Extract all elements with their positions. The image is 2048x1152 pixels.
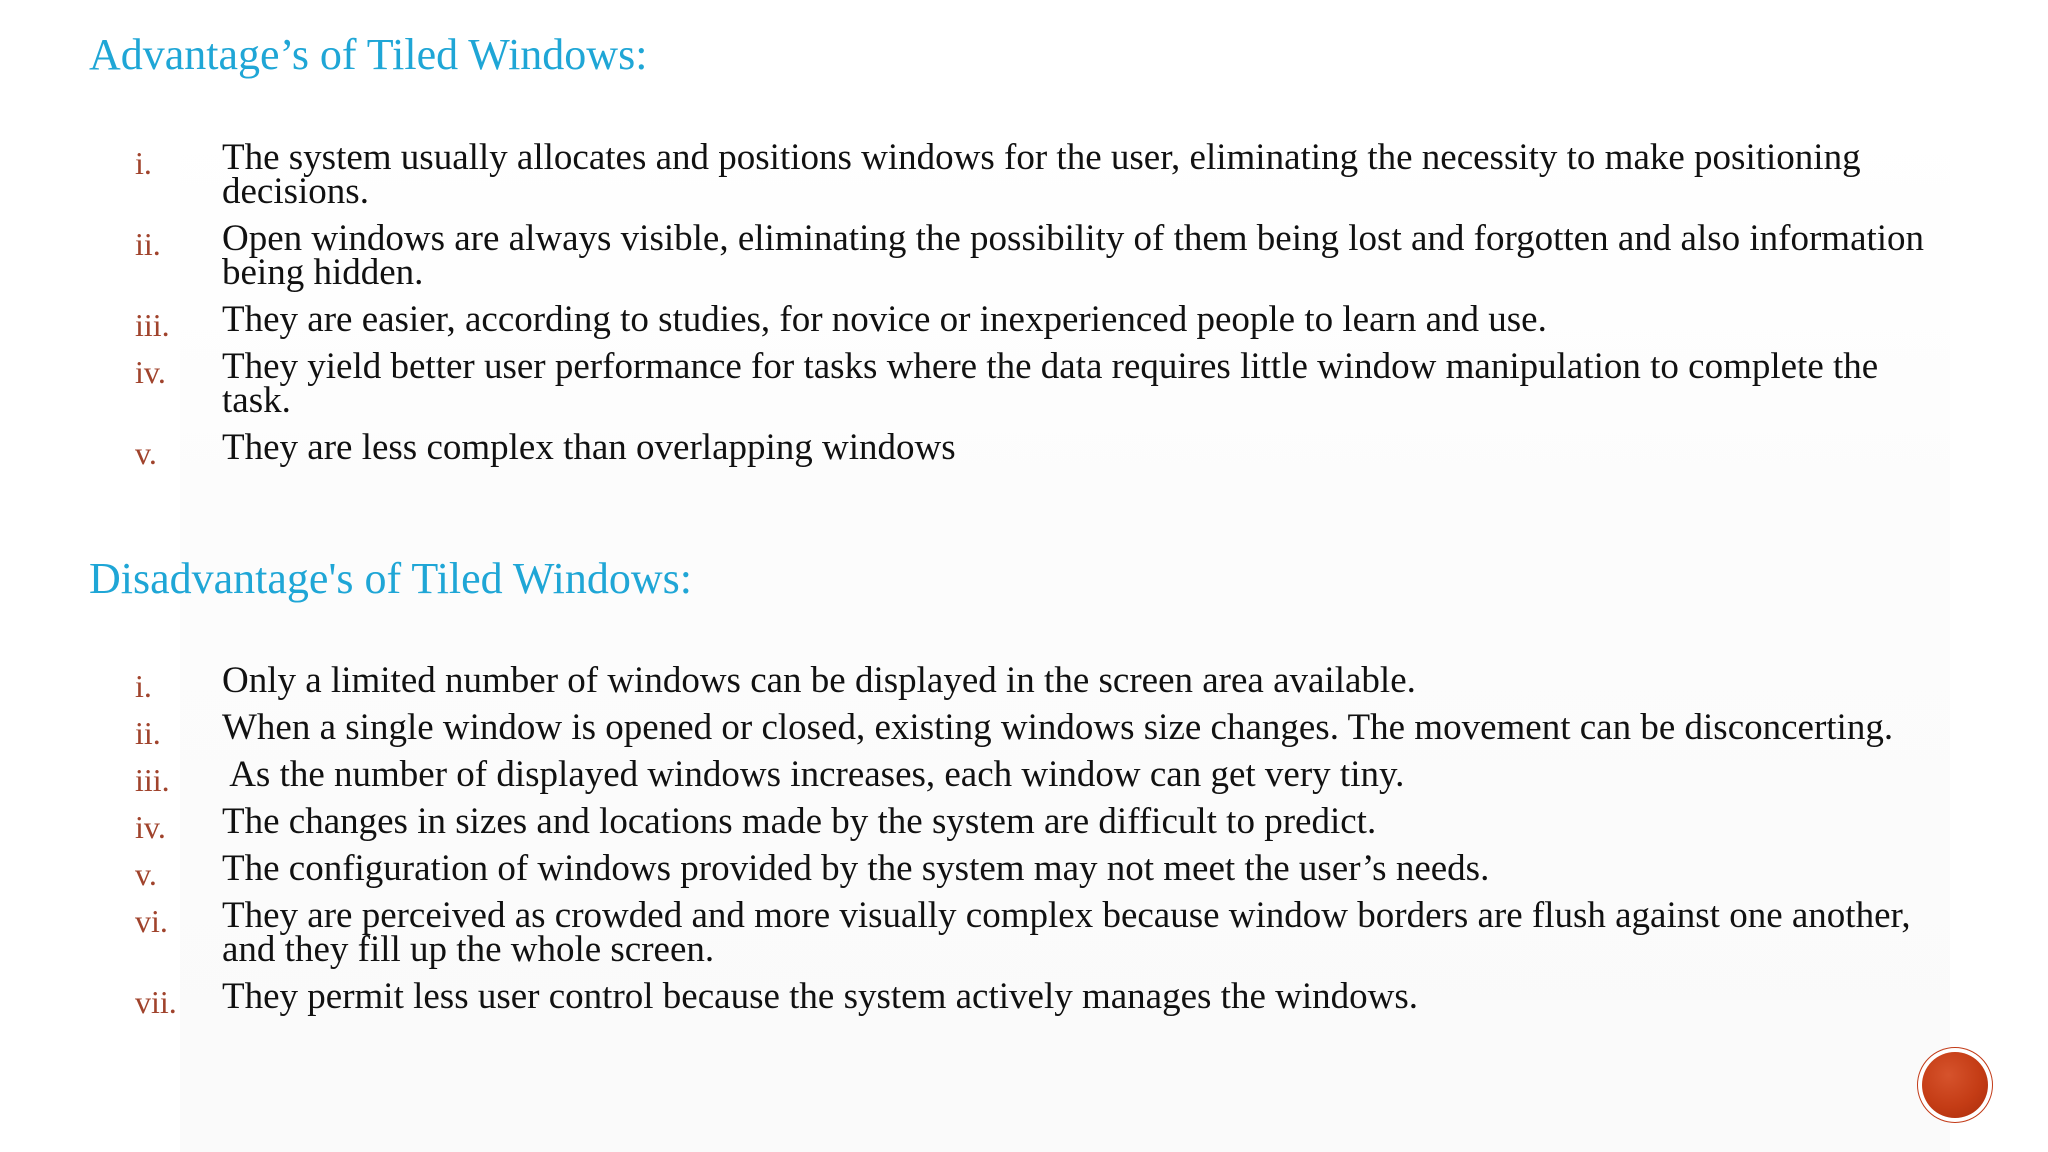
list-numeral: iii. (135, 762, 170, 798)
list-item (0, 299, 1952, 343)
list-item (0, 895, 1952, 970)
advantages-list (0, 137, 1952, 471)
list-numeral: v. (135, 856, 157, 892)
list-item (0, 427, 1952, 471)
list-numeral: i. (135, 668, 152, 704)
list-numeral: v. (135, 435, 157, 471)
list-numeral: ii. (135, 715, 161, 751)
list-item-text: Open windows are always visible, eliminating the possibility of them being lost and forgotten and also information being hidden. (222, 218, 1925, 293)
list-item-text: The system usually allocates and positions windows for the user, eliminating the necessity to make positioning decisions. (222, 137, 1861, 212)
list-numeral: iv. (135, 354, 166, 390)
list-numeral: vii. (135, 984, 177, 1020)
list-numeral: i. (135, 145, 152, 181)
list-item-text: They are easier, according to studies, for novice or inexperienced people to learn and use. (222, 299, 1547, 340)
list-item-text: They are perceived as crowded and more visually complex because window borders are flush against one another, and they fill up the whole screen. (222, 895, 1911, 970)
list-numeral: iv. (135, 809, 166, 845)
list-item (0, 976, 1952, 1020)
list-numeral: ii. (135, 226, 161, 262)
slide-number-circle-icon[interactable] (1918, 1048, 1992, 1122)
list-item (0, 137, 1952, 212)
list-item-text: The changes in sizes and locations made by the system are difficult to predict. (222, 801, 1377, 842)
list-item (0, 660, 1952, 704)
list-item (0, 707, 1952, 751)
disadvantages-heading: Disadvantage's of Tiled Windows: (89, 554, 693, 603)
list-item-text: When a single window is opened or closed, existing windows size changes. The movement can be disconcerting. (222, 707, 1894, 748)
list-item (0, 218, 1952, 293)
list-item (0, 346, 1952, 421)
list-numeral: vi. (135, 903, 168, 939)
advantages-heading: Advantage’s of Tiled Windows: (89, 30, 648, 79)
list-item-text: The configuration of windows provided by the system may not meet the user’s needs. (222, 848, 1490, 889)
list-numeral: iii. (135, 307, 170, 343)
list-item (0, 848, 1952, 892)
list-item-text: As the number of displayed windows increases, each window can get very tiny. (222, 754, 1405, 795)
list-item-text: They permit less user control because the system actively manages the windows. (222, 976, 1418, 1017)
list-item (0, 801, 1952, 845)
disadvantages-list (0, 660, 1952, 1020)
list-item-text: They are less complex than overlapping windows (222, 427, 956, 468)
list-item-text: Only a limited number of windows can be displayed in the screen area available. (222, 660, 1416, 701)
slide-number-circle-fill (1922, 1052, 1988, 1118)
list-item-text: They yield better user performance for tasks where the data requires little window manipulation to complete the task. (222, 346, 1879, 421)
list-item (0, 754, 1952, 798)
